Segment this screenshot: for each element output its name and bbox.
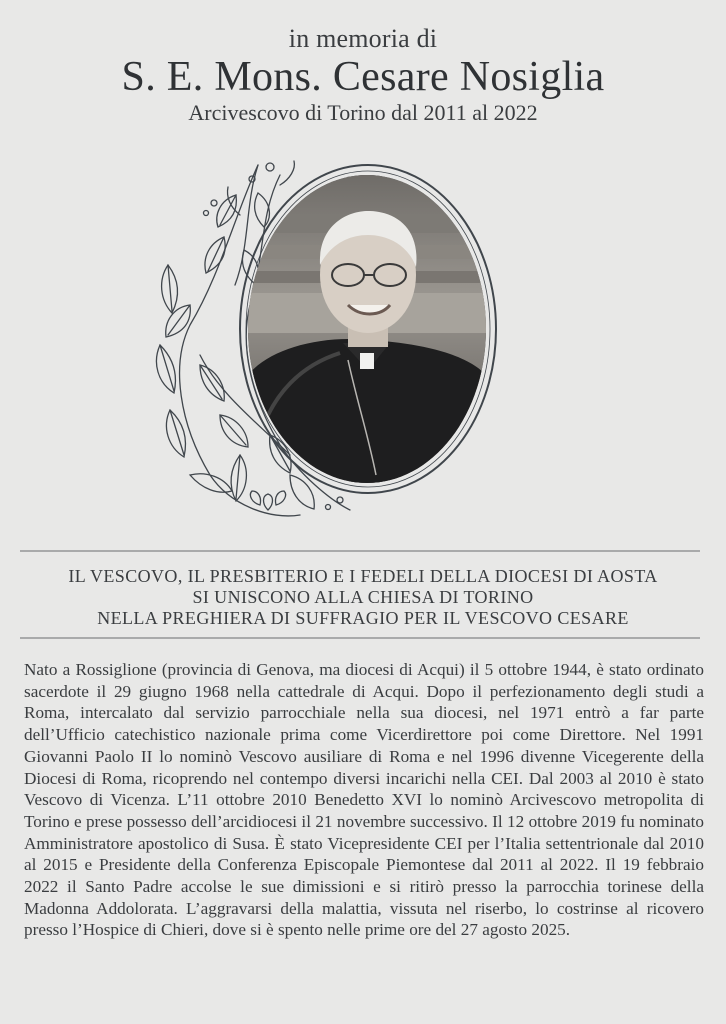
intro-text: in memoria di xyxy=(288,24,438,53)
biography-text: Nato a Rossiglione (provincia di Genova, ma diocesi di Acqui) il 5 ottobre 1944, è stato ordinato sacerdote il 29 giugno 1968 nella cattedrale di Acqui. Dopo il perfezionamento degli studi a Roma, intercalato dal servizio parrocchiale nella sua diocesi, nel 1971 entrò a far parte dell’Ufficio catechistico nazionale prima come Vicerdirettore poi come Direttore. Nel 1991 Giovanni Paolo II lo nominò Vescovo ausiliare di Roma e nel 1996 divenne Vicegerente della Diocesi di Roma, ricoprendo nel contempo diversi incarichi nella CEI. Dal 2003 al 2010 è stato Vescovo di Vicenza. L’11 ottobre 2010 Benedetto XVI lo nominò Arcivescovo metropolita di Torino e prese possesso dell’arcidiocesi il 21 novembre successivo. Il 12 ottobre 2019 fu nominato Amministratore apostolico di Susa. È stato Vicepresidente CEI per l’Italia settentrionale dal 2010 al 2015 e Presidente della Conferenza Episcopale Piemontese dal 2011 al 2022. Il 19 febbraio 2022 il Santo Padre accolse le sue dimissioni e si ritirò presso la parrocchia torinese della Madonna Addolorata. L’aggravarsi della malattia, vissuta nel riserbo, lo costrinse al ricovero presso l’Hospice di Chieri, dove si è spento nelle prime ore del 27 agosto 2025. xyxy=(24,660,704,940)
announcement-line: IL VESCOVO, IL PRESBITERIO E I FEDELI DELLA DIOCESI DI AOSTA xyxy=(68,566,658,586)
deceased-role: Arcivescovo di Torino dal 2011 al 2022 xyxy=(188,100,538,125)
deceased-name: S. E. Mons. Cesare Nosiglia xyxy=(121,54,605,100)
announcement-line: SI UNISCONO ALLA CHIESA DI TORINO xyxy=(192,587,534,607)
bishop-portrait xyxy=(248,175,486,483)
announcement-line: NELLA PREGHIERA DI SUFFRAGIO PER IL VESCOVO CESARE xyxy=(97,608,629,628)
divider-bottom xyxy=(20,637,700,639)
announcement xyxy=(0,566,726,629)
divider-top xyxy=(20,550,700,552)
